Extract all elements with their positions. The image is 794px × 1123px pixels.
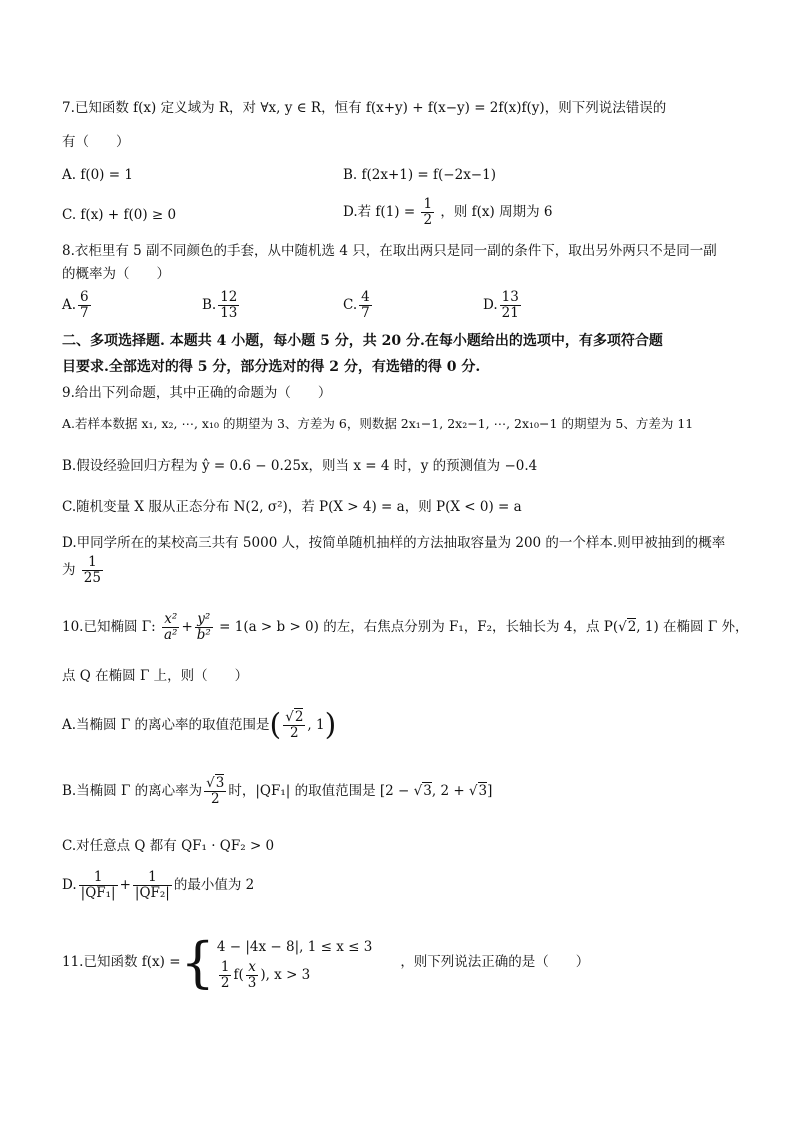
section2-heading-line1: 二、多项选择题. 本题共 4 小题，每小题 5 分，共 20 分.在每小题给出的选项中，有多项符合题 <box>62 333 663 349</box>
q8-option-c: C. $\frac{4}{7}$ <box>343 289 370 321</box>
q7-option-d-fraction: $\frac{1}{2}$ <box>423 196 433 228</box>
q10-option-b-fraction: $\frac{√3}{2}$ <box>206 775 225 807</box>
q7-option-c: C. f(x) + f(0) ≥ 0 <box>62 207 177 223</box>
q10-option-d: D. $\frac{1}{\text{|QF₁|}}$ + $\frac{1}{\text{|QF₂|}}$ 的最小值为 2 <box>62 869 255 901</box>
q8-option-d: D. $\frac{13}{21}$ <box>483 289 519 321</box>
q7-stem-line1: 7.已知函数 f(x) 定义域为 R，对 ∀x, y ∈ R，恒有 f(x+y) + f(x−y) = 2f(x)f(y)，则下列说法错误的 <box>62 100 667 116</box>
q10-option-a: A.当椭圆 Γ 的离心率的取值范围是( $\frac{√2}{2}$ , 1) <box>62 707 337 743</box>
q7-option-b: B. f(2x+1) = f(−2x−1) <box>343 167 496 183</box>
q10-option-d-fraction2: $\frac{1}{\text{|QF₂|}}$ <box>134 869 170 901</box>
q9-option-c: C.随机变量 X 服从正态分布 N(2, σ²)，若 P(X > 4) = a，则 P(X < 0) = a <box>62 499 522 515</box>
q11-piecewise <box>217 934 372 991</box>
q7-option-a: A. f(0) = 1 <box>62 167 133 183</box>
q9-option-a: A.若样本数据 x₁, x₂, ⋯, x₁₀ 的期望为 3、方差为 6，则数据 2x₁−1, 2x₂−1, ⋯, 2x₁₀−1 的期望为 5、方差为 11 <box>62 416 694 431</box>
q10-stem-line1: 10.已知椭圆 Γ: $\frac{\text{x²}}{\text{a²}}$ + $\frac{\text{y²}}{\text{b²}}$ = 1(a > b > 0) 的左，右焦点分别为 F₁，F₂，长轴长为 4，点 P(√2, 1) 在椭圆 Γ 外， <box>62 611 749 643</box>
q11-case2: $\frac{1}{2}$ f( $\frac{x}{3}$ ), x > 3 <box>220 959 311 991</box>
q9-option-d-fraction: $\frac{1}{25}$ <box>83 554 101 586</box>
section2-heading-line2: 目要求.全部选对的得 5 分，部分选对的得 2 分，有选错的得 0 分. <box>62 359 481 375</box>
q8-option-a: A. $\frac{6}{7}$ <box>62 289 89 321</box>
q9-option-b: B.假设经验回归方程为 ŷ = 0.6 − 0.25x，则当 x = 4 时，y 的预测值为 −0.4 <box>62 458 538 474</box>
q7-option-d-text-post: ，则 f(x) 周期为 6 <box>440 204 553 220</box>
q10-option-b: B.当椭圆 Γ 的离心率为 $\frac{√3}{2}$ 时，|QF₁| 的取值范围是 [2 − √3, 2 + √3] <box>62 775 493 807</box>
q7-stem-line2: 有（ ） <box>62 134 130 150</box>
q9-option-d-line2: 为 $\frac{1}{25}$ <box>62 554 101 586</box>
q8-option-b: B. $\frac{12}{13}$ <box>202 289 238 321</box>
q11-case1: 4 − |4x − 8|, 1 ≤ x ≤ 3 <box>216 939 373 955</box>
q10-x-fraction: $\frac{\text{x²}}{\text{a²}}$ <box>163 611 178 643</box>
q7-option-d <box>343 197 552 228</box>
q9-stem: 9.给出下列命题，其中正确的命题为（ ） <box>62 385 332 401</box>
q10-y-fraction: $\frac{\text{y²}}{\text{b²}}$ <box>196 611 211 643</box>
q10-option-d-fraction1: $\frac{1}{\text{|QF₁|}}$ <box>80 869 116 901</box>
q10-stem-line2: 点 Q 在椭圆 Γ 上，则（ ） <box>62 668 249 684</box>
q8-stem-line2: 的概率为（ ） <box>62 266 170 282</box>
q11-stem: 11.已知函数 f(x) ={ 4 − |4x − 8|, 1 ≤ x ≤ 3 $\frac{1}{2}$ f( $\frac{x}{3}$ ), x > 3 ，则下列说法正确的是（ ） <box>62 930 590 994</box>
q10-option-c: C.对任意点 Q 都有 QF₁ · QF₂ > 0 <box>62 838 275 854</box>
q8-stem-line1: 8.衣柜里有 5 副不同颜色的手套，从中随机选 4 只，在取出两只是同一副的条件下，取出另外两只不是同一副 <box>62 243 717 259</box>
q9-option-d-line1: D.甲同学所在的某校高三共有 5000 人，按简单随机抽样的方法抽取容量为 200 的一个样本.则甲被抽到的概率 <box>62 535 726 551</box>
q10-option-a-fraction: $\frac{√2}{2}$ <box>285 709 304 741</box>
q7-option-d-text: D.若 f(1) = <box>343 204 416 220</box>
